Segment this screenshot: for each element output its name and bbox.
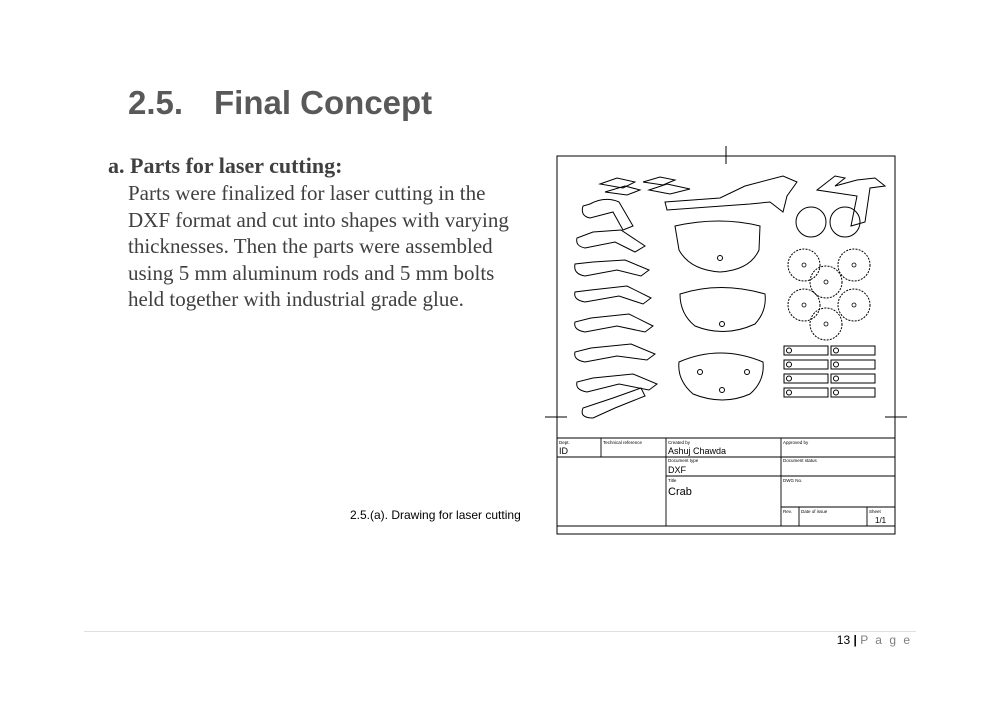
tb-approved-label: Approved by [783,440,809,445]
slat-part [643,177,675,185]
body-paragraph: Parts were finalized for laser cutting in the DXF format and cut into shapes with varying thicknesses. Then the parts were assembled using 5 mm aluminum rods and 5 mm bolts held together with industrial grade glue. [128,181,509,312]
section-title: Final Concept [214,84,433,121]
tb-dept-value: ID [559,446,568,456]
gear-parts [788,249,870,340]
tb-dept-label: Dept. [559,440,570,445]
tb-createdby-label: Created by [668,440,691,445]
tb-title-value: Crab [668,486,692,498]
drawing-frame [557,156,895,534]
section-number: 2.5. [128,84,184,121]
claw-part [665,176,797,212]
disc-part [796,207,826,237]
link-bar-parts [784,346,875,397]
slat-part [649,184,690,194]
subsection-heading: a. Parts for laser cutting: [108,153,343,178]
leg-parts [575,199,657,418]
slat-part [600,178,635,188]
shell-part [675,221,760,272]
page-label: P a g e [860,633,912,647]
tb-doctype-value: DXF [668,465,686,475]
tb-sheet-value: 1/1 [875,516,887,525]
tb-docstatus-label: Document status [783,458,817,463]
figure-caption: 2.5.(a). Drawing for laser cutting [350,508,521,522]
tb-createdby-value: Ashuj Chawda [668,446,727,456]
page-number: 13 [836,633,851,647]
footer-divider [84,631,916,632]
slat-part [605,186,640,195]
page-footer [837,633,912,647]
footer-separator: | [853,633,857,647]
shell-part [680,288,765,332]
tb-sheet-label: Sheet [869,509,881,514]
pincer-part [817,176,885,226]
tb-date-label: Date of issue [801,509,828,514]
tb-rev-label: Rev. [783,509,792,514]
tb-dwgno-label: DWG No. [783,478,803,483]
tb-title-label: Title [668,478,677,483]
disc-part [830,207,860,237]
tb-techref-label: Technical reference [603,440,643,445]
shell-part [679,353,763,400]
tb-doctype-label: Document type [668,458,699,463]
laser-cut-drawing [545,146,910,551]
section-heading [128,84,432,122]
